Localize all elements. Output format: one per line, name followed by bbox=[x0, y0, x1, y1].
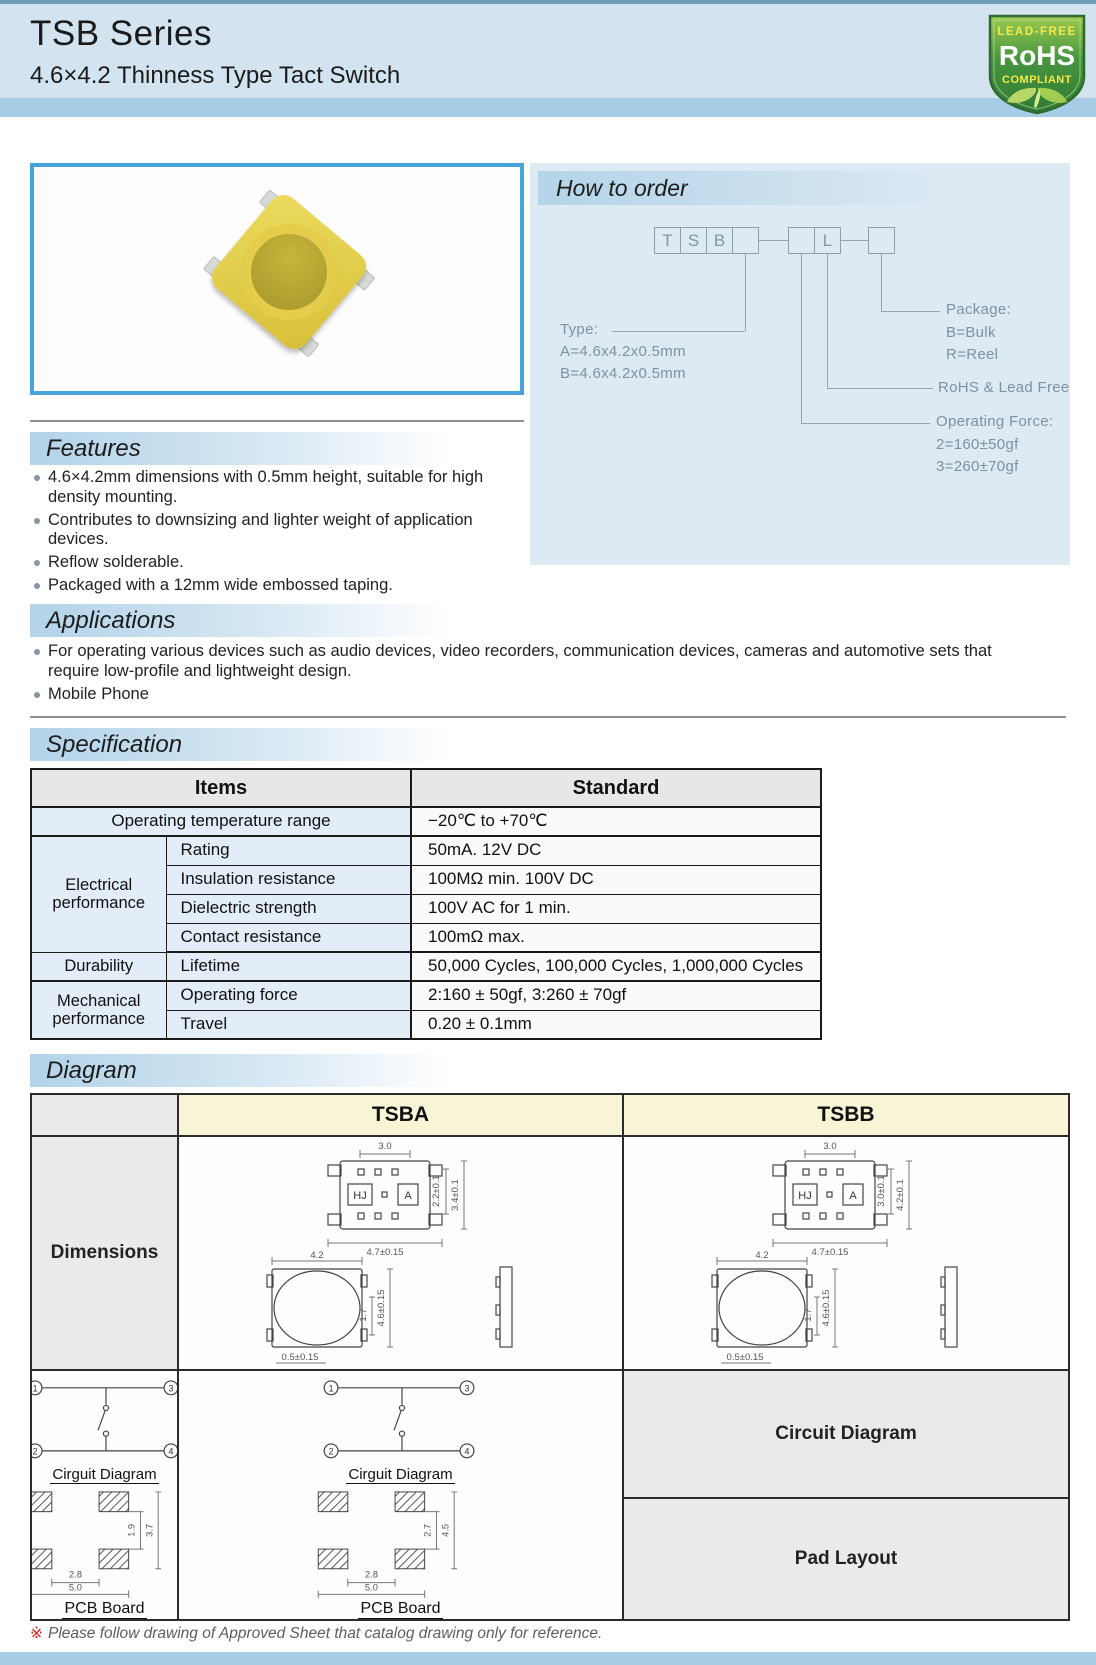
svg-text:4: 4 bbox=[464, 1446, 469, 1457]
product-photo-frame bbox=[30, 163, 524, 395]
svg-text:2.2±0.1: 2.2±0.1 bbox=[431, 1175, 442, 1207]
code-box-1: T bbox=[654, 227, 681, 254]
type-option: B=4.6x4.2x0.5mm bbox=[560, 365, 686, 382]
svg-text:HJ: HJ bbox=[353, 1190, 367, 1202]
header-accent-strip bbox=[0, 98, 1096, 117]
specification-title: Specification bbox=[46, 731, 183, 758]
svg-text:3: 3 bbox=[464, 1383, 469, 1394]
svg-text:4.2: 4.2 bbox=[310, 1251, 324, 1261]
type-label: Type: bbox=[560, 321, 599, 338]
rohs-bottom-text: COMPLIANT bbox=[1002, 74, 1072, 86]
spec-item: Dielectric strength bbox=[166, 894, 411, 923]
row-label-circuit-diagram: Circuit Diagram bbox=[624, 1371, 1068, 1497]
how-to-order-header bbox=[538, 171, 1062, 205]
bullet-icon bbox=[34, 649, 40, 655]
tsba-circuit-pad-cell bbox=[32, 1371, 177, 1619]
column-header-tsba: TSBA bbox=[179, 1095, 622, 1135]
diagram-corner-cell bbox=[32, 1095, 177, 1135]
package-leader-line bbox=[881, 254, 882, 311]
svg-text:4.7±0.15: 4.7±0.15 bbox=[366, 1247, 404, 1257]
svg-text:1: 1 bbox=[328, 1383, 334, 1394]
spec-value: 50mA. 12V DC bbox=[411, 836, 821, 865]
svg-text:2.7: 2.7 bbox=[422, 1523, 433, 1537]
type-leader-line bbox=[612, 331, 745, 332]
spec-item: Insulation resistance bbox=[166, 865, 411, 894]
svg-text:2.8: 2.8 bbox=[68, 1569, 82, 1580]
diagram-table bbox=[30, 1093, 1070, 1621]
divider bbox=[30, 716, 1066, 718]
svg-text:3.7: 3.7 bbox=[143, 1523, 154, 1537]
connector-line bbox=[841, 240, 868, 241]
bullet-icon bbox=[34, 692, 40, 698]
svg-text:0.5±0.15: 0.5±0.15 bbox=[726, 1352, 764, 1363]
diagram-header bbox=[30, 1054, 450, 1087]
applications-header bbox=[30, 604, 450, 637]
page-title: TSB Series bbox=[30, 14, 212, 53]
svg-text:2.8: 2.8 bbox=[364, 1569, 378, 1580]
column-header-standard: Standard bbox=[411, 769, 821, 807]
spec-item: Rating bbox=[166, 836, 411, 865]
footer-accent-strip bbox=[0, 1652, 1096, 1665]
rohs-main-text: RoHS bbox=[998, 40, 1076, 71]
type-leader-line bbox=[745, 254, 746, 331]
code-box-2: S bbox=[680, 227, 707, 254]
tsba-dimensions-cell bbox=[179, 1137, 622, 1369]
divider bbox=[30, 420, 524, 422]
svg-text:HJ: HJ bbox=[798, 1190, 812, 1202]
spec-item: Lifetime bbox=[166, 952, 411, 981]
spec-value: 0.20 ± 0.1mm bbox=[411, 1010, 821, 1039]
rohs-shield-icon bbox=[984, 12, 1090, 116]
force-leader-line bbox=[801, 254, 802, 423]
row-label-pad-layout: Pad Layout bbox=[624, 1499, 1068, 1619]
svg-text:1.7: 1.7 bbox=[358, 1308, 369, 1322]
spec-item: Travel bbox=[166, 1010, 411, 1039]
svg-text:4.7±0.15: 4.7±0.15 bbox=[811, 1247, 849, 1257]
spec-group: Electrical performance bbox=[31, 836, 166, 952]
force-option: 3=260±70gf bbox=[936, 458, 1019, 475]
rohs-leader-line bbox=[827, 388, 933, 389]
applications-list bbox=[34, 642, 1046, 707]
svg-text:4: 4 bbox=[168, 1446, 173, 1457]
package-leader-line bbox=[881, 311, 940, 312]
svg-text:5.0: 5.0 bbox=[364, 1582, 378, 1593]
spec-item: Operating force bbox=[166, 981, 411, 1010]
list-item: Reflow solderable. bbox=[34, 553, 529, 573]
bullet-icon bbox=[34, 518, 40, 524]
bullet-icon bbox=[34, 560, 40, 566]
tact-switch-photo bbox=[206, 189, 372, 355]
list-item: Contributes to downsizing and lighter weight of application devices. bbox=[34, 511, 529, 551]
svg-text:3: 3 bbox=[168, 1383, 173, 1394]
package-option: B=Bulk bbox=[946, 324, 996, 341]
spec-value: 50,000 Cycles, 100,000 Cycles, 1,000,000 Cycles bbox=[411, 952, 821, 981]
tsbb-bottom-view-drawing bbox=[695, 1251, 995, 1369]
spec-value: 100mΩ max. bbox=[411, 923, 821, 952]
list-item: Mobile Phone bbox=[34, 685, 1046, 705]
applications-title: Applications bbox=[46, 607, 176, 634]
list-item: Packaged with a 12mm wide embossed taping. bbox=[34, 576, 529, 596]
rohs-top-text: LEAD-FREE bbox=[997, 26, 1077, 38]
force-leader-line bbox=[801, 423, 930, 424]
tsba-top-view-drawing bbox=[318, 1139, 483, 1257]
circuit-diagram-caption: Cirguit Diagram bbox=[348, 1465, 453, 1483]
svg-text:0.5±0.15: 0.5±0.15 bbox=[281, 1352, 319, 1363]
svg-text:3.0±0.1: 3.0±0.1 bbox=[876, 1175, 887, 1207]
row-label-dimensions: Dimensions bbox=[32, 1137, 177, 1369]
svg-text:2: 2 bbox=[32, 1446, 38, 1457]
svg-text:3.0: 3.0 bbox=[378, 1141, 392, 1152]
svg-text:4.6±0.15: 4.6±0.15 bbox=[376, 1289, 387, 1327]
list-item: 4.6×4.2mm dimensions with 0.5mm height, suitable for high density mounting. bbox=[34, 468, 529, 508]
tsba-circuit-drawing bbox=[32, 1375, 177, 1464]
code-box-6: L bbox=[814, 227, 841, 254]
tsbb-pad-layout-drawing bbox=[301, 1488, 501, 1598]
svg-text:A: A bbox=[404, 1190, 412, 1202]
page-subtitle: 4.6×4.2 Thinness Type Tact Switch bbox=[30, 62, 401, 89]
spec-value: −20℃ to +70℃ bbox=[411, 807, 821, 836]
type-option: A=4.6x4.2x0.5mm bbox=[560, 343, 686, 360]
diagram-title: Diagram bbox=[46, 1057, 137, 1084]
rohs-compliant-badge bbox=[984, 12, 1090, 121]
features-header bbox=[30, 432, 450, 465]
spec-group: Durability bbox=[31, 952, 166, 981]
tsbb-top-view-drawing bbox=[763, 1139, 928, 1257]
specification-header bbox=[30, 728, 450, 761]
tsba-pad-layout-drawing bbox=[32, 1488, 177, 1598]
svg-text:5.0: 5.0 bbox=[68, 1582, 82, 1593]
specification-table bbox=[30, 768, 822, 1040]
list-item: For operating various devices such as audio devices, video recorders, communication devices, cameras and automotive sets that require low-profile and lightweight design. bbox=[34, 642, 1046, 682]
how-to-order-panel bbox=[530, 163, 1070, 565]
force-label: Operating Force: bbox=[936, 413, 1054, 430]
features-list bbox=[34, 468, 529, 599]
spec-item: Operating temperature range bbox=[31, 807, 411, 836]
svg-text:4.2: 4.2 bbox=[755, 1251, 769, 1261]
spec-value: 100MΩ min. 100V DC bbox=[411, 865, 821, 894]
how-to-order-title: How to order bbox=[556, 175, 688, 201]
spec-group: Mechanical performance bbox=[31, 981, 166, 1039]
tsba-bottom-view-drawing bbox=[250, 1251, 550, 1369]
pcb-board-caption: PCB Board bbox=[360, 1600, 441, 1617]
column-header-items: Items bbox=[31, 769, 411, 807]
svg-text:4.5: 4.5 bbox=[439, 1523, 450, 1537]
code-box-5 bbox=[788, 227, 815, 254]
rohs-note: RoHS & Lead Free bbox=[938, 379, 1070, 396]
svg-text:1: 1 bbox=[32, 1383, 38, 1394]
force-option: 2=160±50gf bbox=[936, 436, 1019, 453]
code-box-7 bbox=[868, 227, 895, 254]
spec-item: Contact resistance bbox=[166, 923, 411, 952]
bullet-icon bbox=[34, 583, 40, 589]
rohs-leader-line bbox=[827, 254, 828, 388]
tsbb-dimensions-cell bbox=[624, 1137, 1068, 1369]
features-title: Features bbox=[46, 435, 141, 462]
svg-text:4.6±0.15: 4.6±0.15 bbox=[821, 1289, 832, 1327]
spec-value: 100V AC for 1 min. bbox=[411, 894, 821, 923]
svg-text:2: 2 bbox=[328, 1446, 334, 1457]
code-box-4 bbox=[732, 227, 759, 254]
asterisk-marker-icon: ※ bbox=[30, 1625, 43, 1642]
svg-text:3.4±0.1: 3.4±0.1 bbox=[450, 1179, 461, 1211]
tsbb-circuit-drawing bbox=[316, 1375, 486, 1464]
spec-value: 2:160 ± 50gf, 3:260 ± 70gf bbox=[411, 981, 821, 1010]
column-header-tsbb: TSBB bbox=[624, 1095, 1068, 1135]
package-label: Package: bbox=[946, 301, 1011, 318]
footnote bbox=[30, 1624, 602, 1643]
code-box-3: B bbox=[706, 227, 733, 254]
svg-text:1.7: 1.7 bbox=[803, 1308, 814, 1322]
circuit-diagram-caption: Cirguit Diagram bbox=[52, 1465, 157, 1483]
svg-text:3.0: 3.0 bbox=[823, 1141, 837, 1152]
pcb-board-caption: PCB Board bbox=[64, 1600, 145, 1617]
package-option: R=Reel bbox=[946, 346, 999, 363]
connector-line bbox=[759, 240, 788, 241]
svg-text:A: A bbox=[849, 1190, 857, 1202]
tsbb-circuit-pad-cell bbox=[179, 1371, 622, 1619]
svg-text:4.2±0.1: 4.2±0.1 bbox=[895, 1179, 906, 1211]
footnote-text: Please follow drawing of Approved Sheet that catalog drawing only for reference. bbox=[48, 1625, 603, 1642]
bullet-icon bbox=[34, 475, 40, 481]
svg-text:1.9: 1.9 bbox=[126, 1523, 137, 1537]
